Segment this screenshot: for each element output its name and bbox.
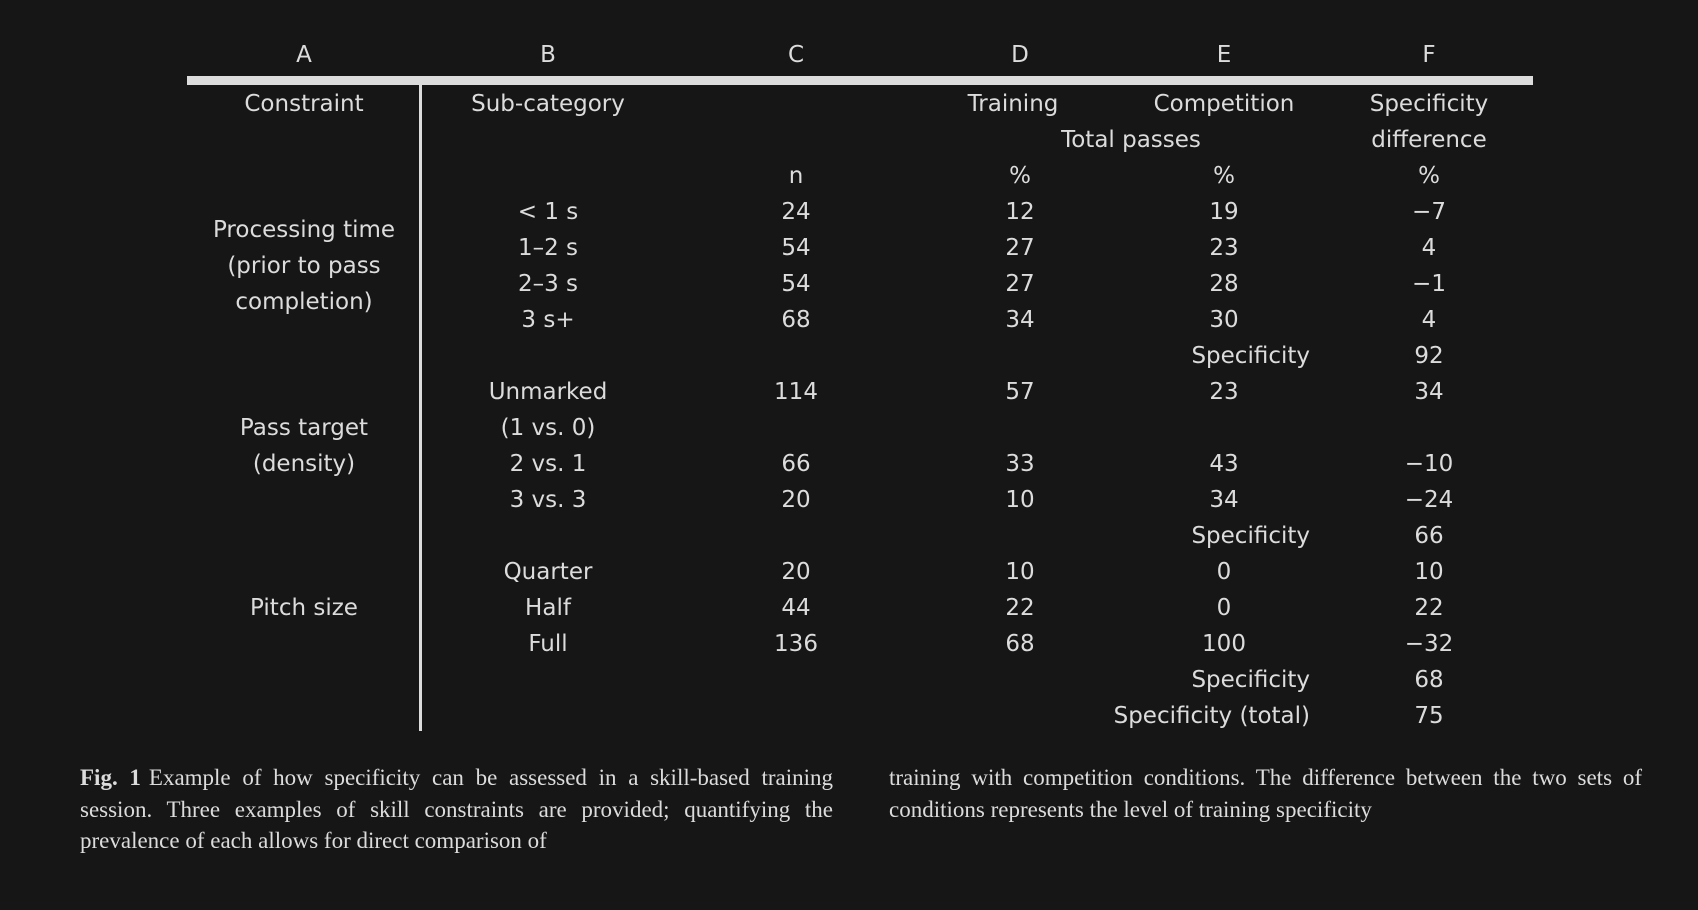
training-pct-cell: 57 xyxy=(1005,379,1035,405)
header-constraint: Constraint xyxy=(244,91,364,117)
n-cell: 54 xyxy=(781,271,811,297)
difference-cell: −10 xyxy=(1404,451,1454,477)
constraint-label: Processing time xyxy=(212,217,396,243)
training-pct-cell: 27 xyxy=(1005,271,1035,297)
figure-caption xyxy=(80,762,1642,857)
difference-cell: −32 xyxy=(1404,631,1454,657)
subcategory-cell: 3 vs. 3 xyxy=(509,487,587,513)
difference-cell: −1 xyxy=(1412,271,1446,297)
subcategory-cell: 2–3 s xyxy=(517,271,579,297)
header-competition: Competition xyxy=(1153,91,1295,117)
subcategory-cell: 3 s+ xyxy=(521,307,575,333)
specificity-value: 66 xyxy=(1414,523,1444,549)
n-cell: 114 xyxy=(774,379,818,405)
difference-cell: 34 xyxy=(1414,379,1444,405)
training-pct-cell: 10 xyxy=(1005,487,1035,513)
caption-left-text: Example of how specificity can be assessed in a skill-based training session. Three examples of skill constraints are provided; quantifying the prevalence of each allows for direct comparison of xyxy=(80,765,833,853)
difference-cell: 22 xyxy=(1414,595,1444,621)
header-training: Training xyxy=(967,91,1059,117)
header-difference: difference xyxy=(1371,127,1487,153)
n-cell: 54 xyxy=(781,235,811,261)
specificity-total-value: 75 xyxy=(1414,703,1444,729)
n-cell: 44 xyxy=(781,595,811,621)
difference-cell: 10 xyxy=(1414,559,1444,585)
column-letter: C xyxy=(787,42,805,68)
caption-right-text: training with competition conditions. The difference between the two sets of conditions represents the level of training specificity xyxy=(889,765,1642,822)
specificity-value: 68 xyxy=(1414,667,1444,693)
constraint-label: (prior to pass xyxy=(227,253,381,279)
constraint-label: Pitch size xyxy=(250,595,358,621)
competition-pct-cell: 0 xyxy=(1216,559,1232,585)
header-total-passes: Total passes xyxy=(1061,127,1201,153)
subcategory-cell: Half xyxy=(525,595,571,621)
subcategory-cell-line2: (1 vs. 0) xyxy=(500,415,596,441)
header-pct-specificity: % xyxy=(1418,163,1440,189)
specificity-label: Specificity xyxy=(1191,343,1310,369)
specificity-total-label: Specificity (total) xyxy=(1113,703,1310,729)
column-letter: E xyxy=(1216,42,1232,68)
specificity-label: Specificity xyxy=(1191,667,1310,693)
competition-pct-cell: 30 xyxy=(1209,307,1239,333)
subcategory-cell: Quarter xyxy=(503,559,593,585)
competition-pct-cell: 19 xyxy=(1209,199,1239,225)
subcategory-cell: Full xyxy=(528,631,568,657)
difference-cell: 4 xyxy=(1421,235,1437,261)
competition-pct-cell: 28 xyxy=(1209,271,1239,297)
caption-left-column xyxy=(80,762,833,857)
n-cell: 24 xyxy=(781,199,811,225)
constraint-label: (density) xyxy=(252,451,356,477)
competition-pct-cell: 23 xyxy=(1209,379,1239,405)
training-pct-cell: 34 xyxy=(1005,307,1035,333)
n-cell: 20 xyxy=(781,559,811,585)
caption-label: Fig. 1 xyxy=(80,765,141,790)
training-pct-cell: 12 xyxy=(1005,199,1035,225)
header-pct-training: % xyxy=(1009,163,1031,189)
n-cell: 66 xyxy=(781,451,811,477)
subcategory-cell: 2 vs. 1 xyxy=(509,451,587,477)
training-pct-cell: 68 xyxy=(1005,631,1035,657)
header-specificity: Specificity xyxy=(1369,91,1489,117)
constraint-label: completion) xyxy=(235,289,373,315)
subcategory-cell: < 1 s xyxy=(517,199,579,225)
difference-cell: 4 xyxy=(1421,307,1437,333)
training-pct-cell: 27 xyxy=(1005,235,1035,261)
training-pct-cell: 22 xyxy=(1005,595,1035,621)
competition-pct-cell: 100 xyxy=(1202,631,1246,657)
table-top-rule xyxy=(187,76,1533,85)
specificity-label: Specificity xyxy=(1191,523,1310,549)
n-cell: 20 xyxy=(781,487,811,513)
header-n: n xyxy=(788,163,804,189)
column-letter: B xyxy=(540,42,556,68)
competition-pct-cell: 0 xyxy=(1216,595,1232,621)
column-letter: F xyxy=(1422,42,1436,68)
training-pct-cell: 10 xyxy=(1005,559,1035,585)
training-pct-cell: 33 xyxy=(1005,451,1035,477)
competition-pct-cell: 34 xyxy=(1209,487,1239,513)
competition-pct-cell: 43 xyxy=(1209,451,1239,477)
header-subcategory: Sub-category xyxy=(471,91,625,117)
table-vertical-rule xyxy=(419,84,422,731)
n-cell: 68 xyxy=(781,307,811,333)
column-letter: D xyxy=(1011,42,1029,68)
caption-right-column xyxy=(889,762,1642,857)
header-pct-competition: % xyxy=(1213,163,1235,189)
subcategory-cell: Unmarked xyxy=(488,379,608,405)
constraint-label: Pass target xyxy=(239,415,369,441)
difference-cell: −24 xyxy=(1404,487,1454,513)
competition-pct-cell: 23 xyxy=(1209,235,1239,261)
subcategory-cell: 1–2 s xyxy=(517,235,579,261)
n-cell: 136 xyxy=(774,631,818,657)
difference-cell: −7 xyxy=(1412,199,1446,225)
specificity-value: 92 xyxy=(1414,343,1444,369)
column-letter: A xyxy=(296,42,312,68)
